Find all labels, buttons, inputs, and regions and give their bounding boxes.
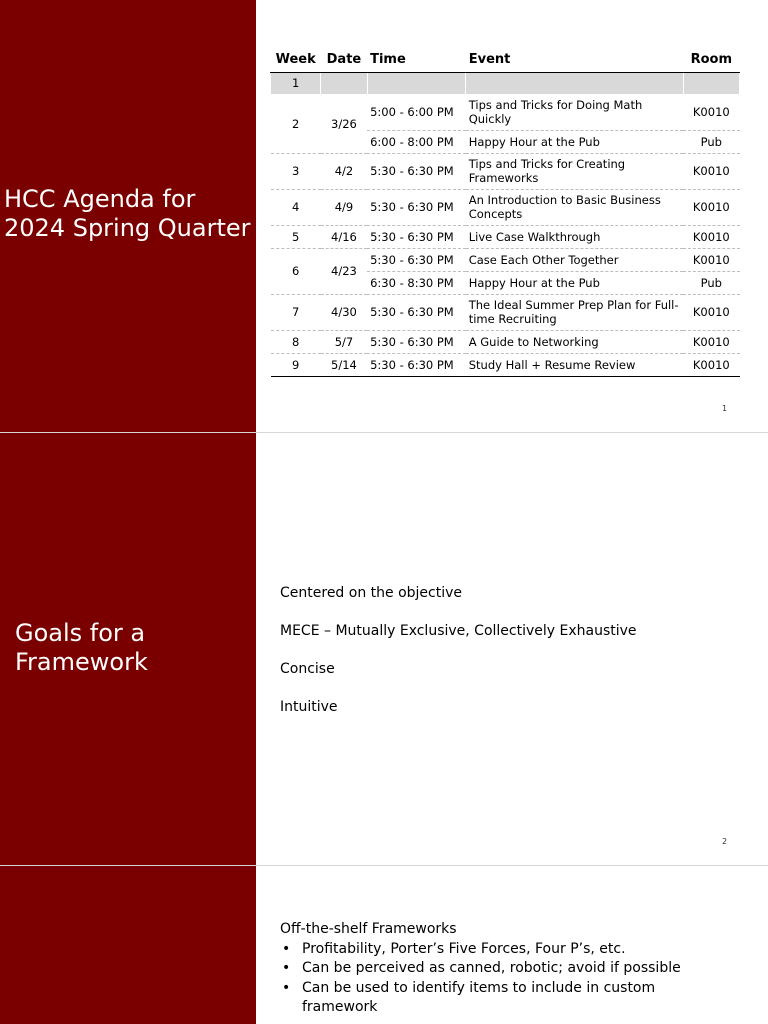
- cell-time: 5:00 - 6:00 PM: [367, 94, 466, 130]
- page-number: 1: [722, 404, 728, 413]
- side-panel: [0, 0, 256, 432]
- cell-event: Case Each Other Together: [466, 248, 683, 271]
- slide-goals: [0, 433, 768, 865]
- cell-room: [683, 72, 739, 94]
- slide-title: HCC Agenda for 2024 Spring Quarter: [4, 185, 251, 242]
- cell-time: 5:30 - 6:30 PM: [367, 153, 466, 189]
- cell-date: 3/26: [321, 94, 367, 153]
- cell-time: 5:30 - 6:30 PM: [367, 189, 466, 225]
- cell-week: 8: [271, 330, 321, 353]
- cell-date: 4/9: [321, 189, 367, 225]
- cell-date: [321, 72, 367, 94]
- table-row: [271, 153, 740, 189]
- cell-event: Happy Hour at the Pub: [466, 130, 683, 153]
- cell-event: Tips and Tricks for Doing Math Quickly: [466, 94, 683, 130]
- cell-week: 9: [271, 353, 321, 376]
- cell-date: 4/16: [321, 225, 367, 248]
- side-panel: [0, 866, 256, 1024]
- table-row: [271, 72, 740, 94]
- goal-item: Intuitive: [280, 699, 338, 715]
- cell-event: Live Case Walkthrough: [466, 225, 683, 248]
- cell-time: 5:30 - 6:30 PM: [367, 353, 466, 376]
- cell-time: 6:30 - 8:30 PM: [367, 271, 466, 294]
- cell-time: 5:30 - 6:30 PM: [367, 225, 466, 248]
- cell-event: Study Hall + Resume Review: [466, 353, 683, 376]
- cell-date: 5/7: [321, 330, 367, 353]
- cell-room: K0010: [683, 94, 739, 130]
- cell-date: 4/2: [321, 153, 367, 189]
- cell-week: 1: [271, 72, 321, 94]
- cell-event: An Introduction to Basic Business Concepts: [466, 189, 683, 225]
- agenda-table: [270, 50, 740, 377]
- goal-item: Concise: [280, 661, 335, 677]
- table-row: [271, 225, 740, 248]
- header-week: Week: [271, 50, 321, 72]
- cell-week: 7: [271, 294, 321, 330]
- cell-room: K0010: [683, 153, 739, 189]
- table-row: [271, 94, 740, 130]
- side-panel: [0, 433, 256, 865]
- cell-time: 6:00 - 8:00 PM: [367, 130, 466, 153]
- header-event: Event: [466, 50, 683, 72]
- header-time: Time: [367, 50, 466, 72]
- cell-room: K0010: [683, 189, 739, 225]
- section-heading: Off-the-shelf Frameworks: [280, 921, 457, 937]
- header-date: Date: [321, 50, 367, 72]
- cell-time: [367, 72, 466, 94]
- cell-time: 5:30 - 6:30 PM: [367, 294, 466, 330]
- bullet-item: • Can be perceived as canned, robotic; avoid if possible: [280, 959, 730, 979]
- cell-room: K0010: [683, 353, 739, 376]
- table-row: [271, 353, 740, 376]
- cell-week: 3: [271, 153, 321, 189]
- goal-item: Centered on the objective: [280, 585, 463, 601]
- cell-date: 4/23: [321, 248, 367, 294]
- cell-room: K0010: [683, 248, 739, 271]
- cell-room: Pub: [683, 130, 739, 153]
- cell-week: 5: [271, 225, 321, 248]
- slide-title: Goals for a Framework: [15, 619, 148, 676]
- cell-room: K0010: [683, 225, 739, 248]
- bullet-list: [280, 940, 730, 1018]
- slide-frameworks: [0, 866, 768, 1024]
- cell-time: 5:30 - 6:30 PM: [367, 248, 466, 271]
- page-number: 2: [722, 837, 728, 846]
- cell-room: Pub: [683, 271, 739, 294]
- cell-event: Happy Hour at the Pub: [466, 271, 683, 294]
- cell-week: 6: [271, 248, 321, 294]
- table-header-row: [271, 50, 740, 72]
- cell-date: 4/30: [321, 294, 367, 330]
- cell-event: A Guide to Networking: [466, 330, 683, 353]
- cell-time: 5:30 - 6:30 PM: [367, 330, 466, 353]
- table-row: [271, 294, 740, 330]
- bullet-item: • Profitability, Porter’s Five Forces, Four P’s, etc.: [280, 940, 730, 960]
- goal-item: MECE – Mutually Exclusive, Collectively Exhaustive: [280, 623, 637, 639]
- bullet-item: • Can be used to identify items to include in custom framework: [280, 979, 730, 1018]
- cell-date: 5/14: [321, 353, 367, 376]
- cell-event: The Ideal Summer Prep Plan for Full-time Recruiting: [466, 294, 683, 330]
- cell-event: Tips and Tricks for Creating Frameworks: [466, 153, 683, 189]
- cell-week: 4: [271, 189, 321, 225]
- table-row: [271, 248, 740, 271]
- table-row: [271, 189, 740, 225]
- cell-week: 2: [271, 94, 321, 153]
- off-the-shelf-section: [280, 920, 730, 1018]
- header-room: Room: [683, 50, 739, 72]
- cell-room: K0010: [683, 294, 739, 330]
- slide-agenda: [0, 0, 768, 432]
- goals-list: [280, 585, 750, 737]
- cell-event: [466, 72, 683, 94]
- table-row: [271, 330, 740, 353]
- cell-room: K0010: [683, 330, 739, 353]
